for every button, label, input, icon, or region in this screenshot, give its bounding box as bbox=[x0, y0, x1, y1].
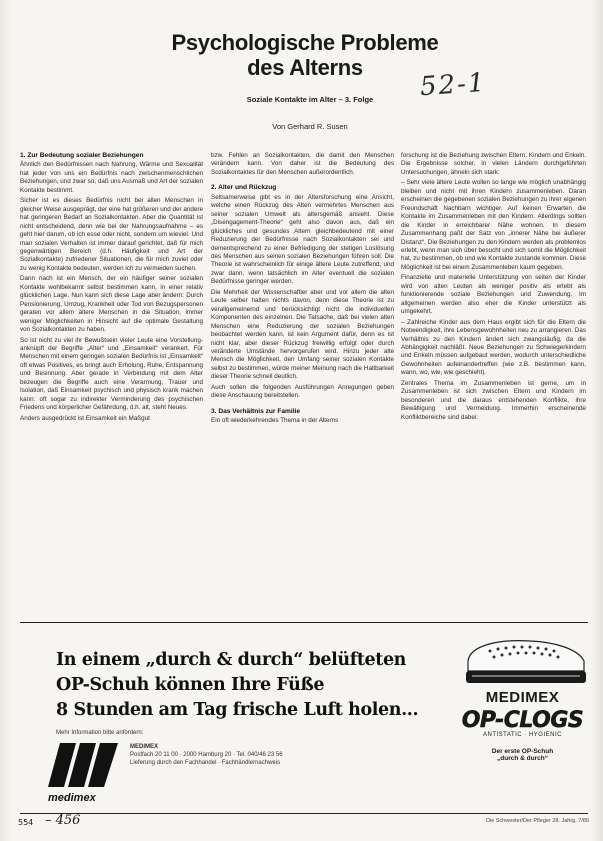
paragraph: – Sehr viele ältere Leute wollen so lange wie möglich unabhängig bleiben und nicht mit ihren Kindern zusammenleben. Daran erscheinen die gegebenen sozialen Beziehungen zu ihrer eigenen Freundschaft Nachbarn wichtiger. Auf keinen Erwarten die Kontakte im Zusammenleben mit den Kindern. Allerdings sollten die Kinder in erreichbarer Nähe wohnen. In diesem Zusammenhang paßt der Satz von „innerer Nähe bei äußerer Distanz“. Die Beziehungen zu den Kindern werden als problemlos erlebt, wenn man sich über besucht und sich somit die Möglichkeit hat, zu bestimmen, ob und wie Kontakte zustande kommen. Diese Möglichkeit ist bei einem Zusammenleben kaum gegeben. bbox=[401, 179, 586, 271]
ad-headline-line-1: In einem „durch & durch“ belüfteten bbox=[56, 650, 407, 670]
journal-reference: Die Schwester/Der Pfleger 28. Jahrg. 7/89 bbox=[485, 818, 589, 824]
page-number: 554 bbox=[18, 818, 34, 827]
paragraph: Sicher ist es dieses Bedürfnis nicht bei allen Menschen in gleicher Weise ausgeprägt, der eine hat größeren und der andere hat geringeren Bedarf an Sozialkontakten. Aber die Quantität ist nicht entscheidend, denn wie bei der Nahrungsaufnahme – es geht hier darum, ob ich esse oder nicht, sondern um wieviel. Und man sozialen Verhalten ist immer darauf gerichtet, daß für mich gegenwärtigen Bereich (d.h. Häufigkeit und Art der Sozialkontakte) zufriedener Situationen, die für mich zuviel oder zu wenig Kontakte bedeuten, werden ich zu vermeiden suchen. bbox=[20, 197, 203, 272]
ad-address bbox=[130, 743, 390, 767]
paragraph: Die Mehrheit der Wissenschaftler aber und vor allem die alten Leute selber halten nichts davon, denn diese Theorie ist zu verallgemeinernd und berücksichtigt nicht die individuellen Komponenten des einzelnen. Die Tatsache, daß bei vielen alten Menschen eine Reduzierung der sozialen Beziehungen beobachtet werden kann, ist kein Argument dafür, denn es ist nicht klar, aber dieser Rückzug freiwillig erfolgt oder durch veränderte Umstände hervorgerufen wird. Hinzu jeder alte Mensch die Möglichkeit, den Umfang seiner sozialen Kontakte selbst zu bestimmen, würde meiner Meinung nach die Haltbarkeit dieser Theorie schnell deutlich. bbox=[211, 288, 394, 381]
paragraph: Ähnlich den Bedürfnissen nach Nahrung, Wärme und Sexualität hat jeder von uns ein Bedürfnis nach zwischenmenschlichen Beziehungen, und zwar so, daß uns Ausmaß und Art der sozialen Kontakte bestimmt. bbox=[20, 161, 203, 194]
paragraph: – Zahlreiche Kinder aus dem Haus ergibt sich für die Eltern die Notwendigkeit, ihre Lebensgewohnheiten neu zu arrangieren. Das Verhältnis zu den Kindern ändert sich zwangsläufig, da die Abhängigkeit nachläßt. Neue Beziehungen zu Schwiegerkindern und Enkeln müssen aufgebaut werden, wodurch unterschiedliche Gewohnheiten aufeinandertreffen (wie z.B. bestimmen kann, wann, wo, wie, wie geschieht). bbox=[401, 318, 586, 377]
paragraph: Dann nach ist ein Mensch, der ein häufiger seiner sozialen Kontakte wohlbekannt selbst bestimmen kann, in einer relativ glücklichen Lage. Nun kann sich diese Lage aber ändern: Durch Pensionierung, Umzug, Krankheit oder Tod von Bezugspersonen geraten vor allem ältere Menschen in die Situation, immer weniger Möglichkeiten in Hinsicht auf die optimale Gestaltung von Sozialkontakten zu haben. bbox=[20, 275, 203, 334]
section-heading-2: 2. Alter und Rückzug bbox=[211, 184, 277, 192]
paragraph: Anders ausgedrückt ist Einsamkeit ein Maßgut bbox=[20, 414, 150, 422]
article-author: Von Gerhard R. Susen bbox=[272, 122, 348, 131]
paragraph: bzw. Fehlen an Sozialkontakten, die damit den Menschen verändern kann. Von daher ist die Bedeutung des Sozialkontaktes für den Menschen außerordentlich. bbox=[211, 152, 394, 176]
medimex-logo-icon bbox=[42, 739, 122, 805]
advertisement bbox=[20, 622, 588, 814]
product-subtitle: ANTISTATIC · HYGIENIC bbox=[483, 732, 562, 738]
claim-line-1: Der erste OP-Schuh bbox=[491, 748, 554, 755]
brand-block bbox=[460, 689, 585, 762]
product-name: OP-CLOGS bbox=[461, 708, 584, 733]
brand-name: MEDIMEX bbox=[485, 689, 560, 706]
ad-headline bbox=[56, 648, 419, 723]
company-address: Postfach 20 11 00 · 2000 Hamburg 20 · Tel. 040/46 23 56 bbox=[130, 752, 283, 758]
text-column-1 bbox=[20, 152, 203, 425]
text-column-2 bbox=[211, 152, 394, 428]
paragraph: Finanzielle und materielle Unterstützung von seiten der Kinder wird von alten Leuten als weniger positiv als erlebt als funktionierende soziale Beziehungen und Zuwendung. Im allgemeinen werden also eher die Kinder unterstützt als umgekehrt. bbox=[401, 274, 586, 316]
logo-wordmark: medimex bbox=[48, 792, 96, 804]
handwritten-note: 52-1 bbox=[419, 67, 488, 103]
handwritten-footer-note: – 456 bbox=[45, 813, 81, 828]
claim-line-2: „durch & durch“ bbox=[497, 755, 548, 762]
paragraph: Auch sollen die folgenden Ausführungen Anregungen geben diese Anschauung bereitstellen. bbox=[211, 383, 394, 400]
paragraph: So ist nicht zu viel ihr Bewußtsein vieler Leute eine Vorstellung-anknüpft der Begriffe „Alter“ und „Einsamkeit“ verankert. Für Menschen mit einem geringen sozialen Bedürfnis ist „Einsamkeit“ oft etwas Positives, es bringt auch Erholung, Ruhe, Entspannung und Besinnung. Aber gerade in Verbindung mit dem Alter bezeugen die Begriffe auch eine Verarmung, Trauer und Isolation, daß Einsamkeit psychisch und physisch krank machen kann: oft sogar zu indirekter Verminderung des psychischen Friedens und körperlicher Gefährdung, d.h. alt, steht Neues. bbox=[20, 336, 203, 412]
section-heading-3: 3. Das Verhältnis zur Familie bbox=[211, 407, 301, 415]
title-line-1: Psychologische Probleme bbox=[171, 30, 439, 55]
ad-headline-line-2: OP-Schuh können Ihre Füße bbox=[56, 675, 325, 695]
company-name: MEDIMEX bbox=[130, 744, 159, 750]
ad-more-info: Mehr Information bitte anfordern: bbox=[56, 730, 144, 736]
clog-shoe-icon bbox=[460, 631, 590, 691]
article-subtitle: Soziale Kontakte im Alter – 3. Folge bbox=[246, 95, 374, 104]
paragraph: forschung ist die Beziehung zwischen Eltern, Kindern und Enkeln. Die Ergebnisse solcher, in vielen Ländern durchgeführten Untersuchungen, ähneln sich stark: bbox=[401, 152, 586, 176]
paragraph: Seltsamerweise gibt es in der Altersforschung eine Ansicht, welche einen Rückzug des Alten vermehrtes Menschen aus seiner sozialen Umwelt als altersgemäß ansieht. Diese „Disengagement-Theorie“ geht also davon aus, daß ein glückliches und gesundes Altern gleichbedeutend mit einer Reduzierung der Bedürfnisse nach Sozialkontakten sei und dementsprechend zu einer Befriedigung der stetigen Loslösung des Menschen aus seinen sozialen Beziehungen führen soll. Die Theorie ist wahrscheinlich für einige ältere Leute zutreffend, und zwar dann, wenn tatsächlich im Alter eventuell die sozialen Bedürfnisse geringer werden. bbox=[211, 193, 394, 286]
paragraph: Ein oft wiederkehrendes Thema in der Alterns bbox=[211, 417, 339, 425]
company-note: Lieferung durch den Fachhandel · Fachhändlernachweis bbox=[130, 760, 281, 766]
ad-headline-line-3: 8 Stunden am Tag frische Luft holen... bbox=[56, 700, 419, 720]
title-line-2: des Alterns bbox=[247, 55, 363, 80]
section-heading-1: 1. Zur Bedeutung sozialer Beziehungen bbox=[20, 152, 144, 159]
paragraph: Zentrales Thema im Zusammenleben ist gerne, um in Zusammenleben ist sich zwischen Eltern und Kindern im besonderen und die daraus entstehenden Konflikte, ihre Bewältigung und Vermeidung. Immerhin erscheinende Konfliktbereiche sind dabei: bbox=[401, 379, 586, 421]
text-column-3 bbox=[401, 152, 586, 424]
